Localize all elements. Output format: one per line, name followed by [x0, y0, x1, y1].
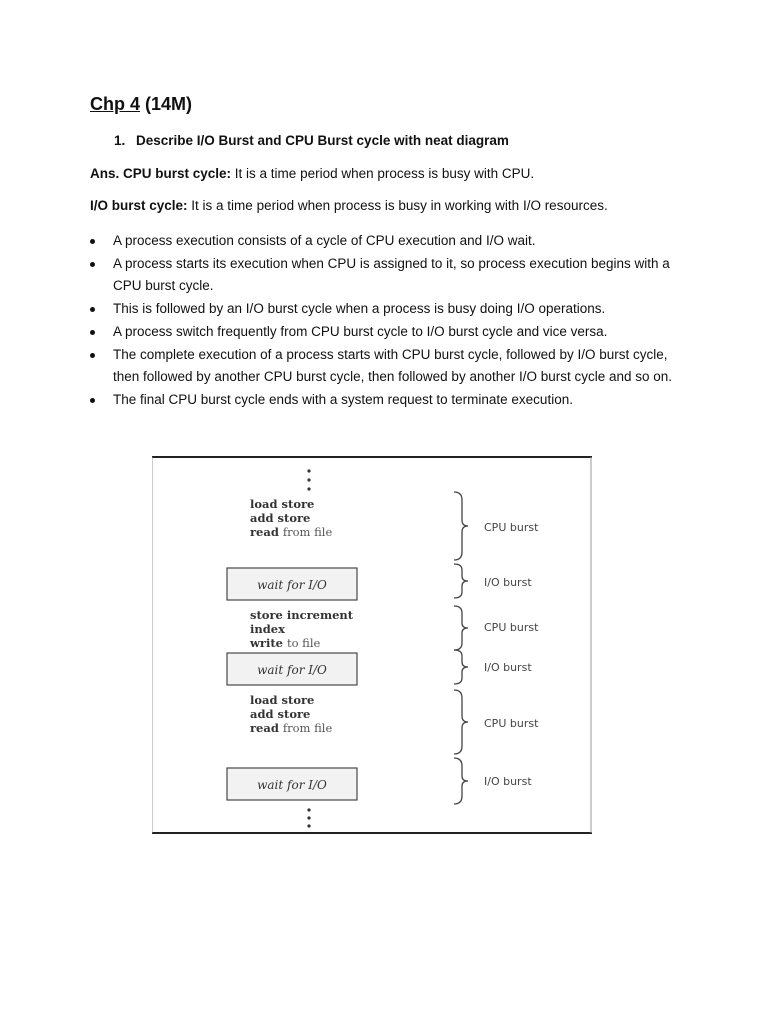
burst-cycle-diagram [152, 456, 592, 834]
bullet-dot-icon [90, 330, 95, 335]
cpu-burst-def-text: It is a time period when process is busy with CPU. [231, 166, 535, 181]
cpu3-line3: read from file [250, 721, 333, 735]
cpu1-label: CPU burst [484, 521, 539, 534]
bullet-dot-icon [90, 262, 95, 267]
bullet-text: This is followed by an I/O burst cycle when a process is busy doing I/O operations. [113, 301, 606, 316]
cpu1-line3: read from file [250, 525, 333, 539]
chapter-heading [90, 94, 192, 115]
bullet-dot-icon [90, 239, 95, 244]
ellipsis-bottom-icon [307, 808, 310, 827]
bullet-dot-icon [90, 307, 95, 312]
answer-prefix: Ans. CPU burst cycle: [90, 166, 232, 181]
cpu1-brace-icon [454, 492, 468, 560]
cpu1-line2: add store [250, 511, 311, 525]
question-text: Describe I/O Burst and CPU Burst cycle with neat diagram [136, 133, 509, 148]
cpu2-line1: store increment [250, 608, 354, 622]
cpu3-brace-icon [454, 690, 468, 754]
io2-wait-text: wait for I/O [257, 663, 327, 677]
bullet-text: The final CPU burst cycle ends with a system request to terminate execution. [113, 392, 573, 407]
io2-brace-icon [454, 650, 468, 684]
bullet-dot-icon [90, 353, 95, 358]
chapter-title: Chp 4 [90, 94, 141, 114]
io-burst-def-text: It is a time period when process is busy in working with I/O resources. [187, 198, 608, 213]
cpu2-line3: write to file [250, 636, 321, 650]
io1-wait-text: wait for I/O [257, 578, 327, 592]
bullet-text: A process starts its execution when CPU is assigned to it, so process execution begins with a CPU burst cycle. [113, 256, 670, 293]
io3-wait-text: wait for I/O [257, 778, 327, 792]
cpu2-label: CPU burst [484, 621, 539, 634]
cpu2-line2: index [250, 622, 285, 636]
cpu1-line1: load store [250, 497, 315, 511]
bullet-item [90, 253, 690, 297]
io2-label: I/O burst [484, 661, 532, 674]
bullet-item [90, 230, 690, 252]
io3-label: I/O burst [484, 775, 532, 788]
bullet-item [90, 389, 690, 411]
bullet-item [90, 321, 690, 343]
cpu3-line1: load store [250, 693, 315, 707]
io1-brace-icon [454, 564, 468, 598]
bullet-text: The complete execution of a process starts with CPU burst cycle, followed by I/O burst cycle, then followed by another CPU burst cycle, then followed by another I/O burst cycle and so on. [113, 347, 673, 384]
bullet-text: A process execution consists of a cycle of CPU execution and I/O wait. [113, 233, 536, 248]
bullet-dot-icon [90, 398, 95, 403]
io3-brace-icon [454, 758, 468, 804]
cpu2-brace-icon [454, 606, 468, 650]
cpu3-label: CPU burst [484, 717, 539, 730]
bullet-text: A process switch frequently from CPU burst cycle to I/O burst cycle and vice versa. [113, 324, 608, 339]
bullet-list [90, 230, 690, 412]
cpu3-line2: add store [250, 707, 311, 721]
ellipsis-top-icon [307, 469, 310, 490]
bullet-item [90, 298, 690, 320]
io-burst-term: I/O burst cycle: [90, 198, 188, 213]
io-burst-definition [90, 198, 608, 213]
cpu-burst-definition [90, 166, 534, 181]
io1-label: I/O burst [484, 576, 532, 589]
bullet-item [90, 344, 690, 388]
chapter-marks: (14M) [140, 94, 193, 114]
question-number: 1. [114, 133, 126, 148]
